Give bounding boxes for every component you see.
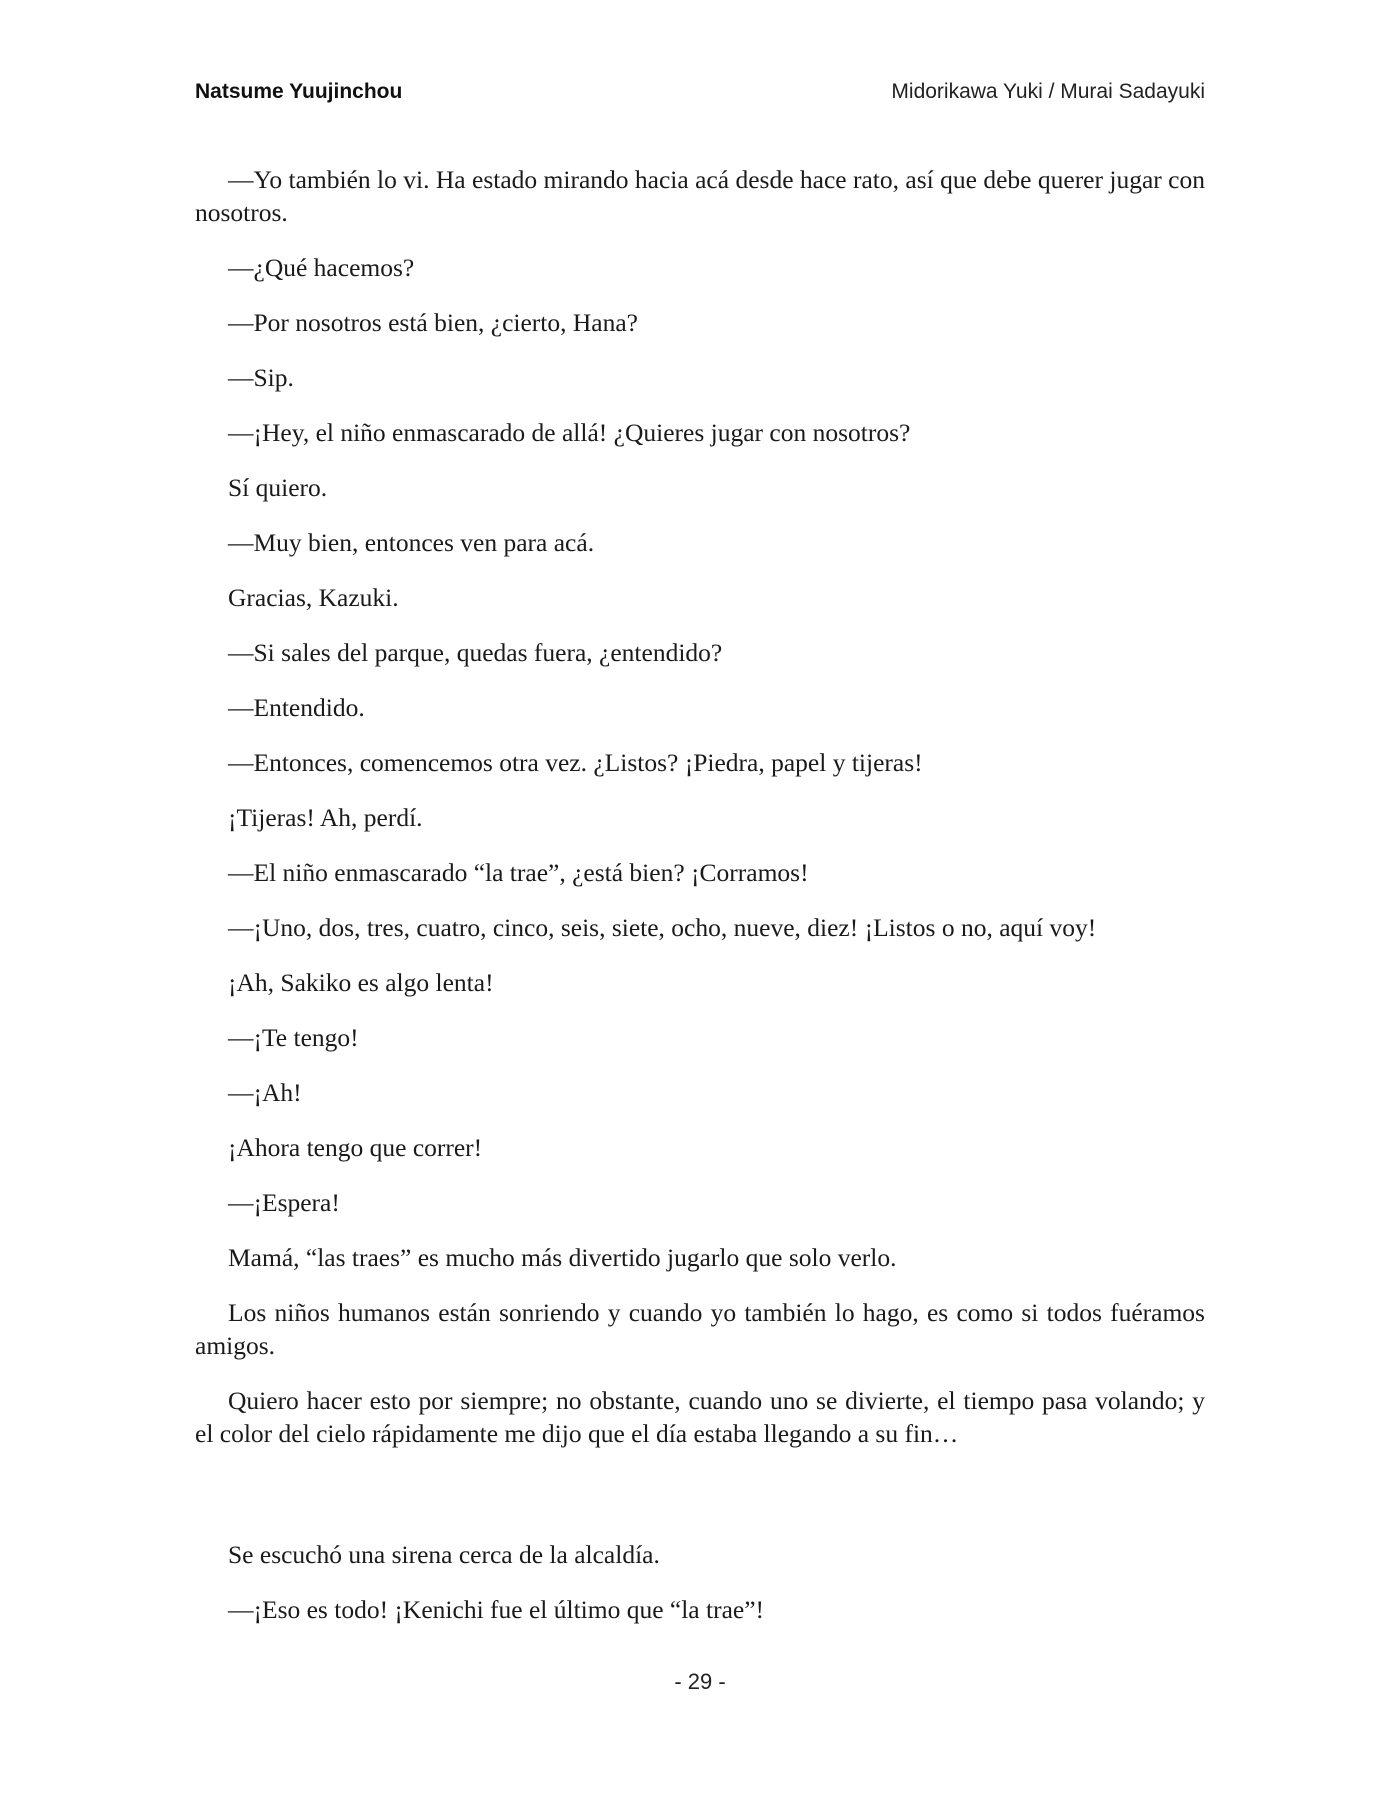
- paragraph: —Muy bien, entonces ven para acá.: [228, 528, 595, 557]
- paragraph: —Si sales del parque, quedas fuera, ¿entendido?: [228, 638, 723, 667]
- paragraph: Mamá, “las traes” es mucho más divertido jugarlo que solo verlo.: [228, 1243, 897, 1272]
- paragraph: Quiero hacer esto por siempre; no obstante, cuando uno se divierte, el tiempo pasa volando; y el color del cielo rápidamente me dijo que el día estaba llegando a su fin…: [195, 1386, 1205, 1448]
- paragraph: Gracias, Kazuki.: [228, 583, 399, 612]
- paragraph: ¡Ahora tengo que correr!: [228, 1133, 483, 1162]
- paragraph: —¡Ah!: [228, 1078, 302, 1107]
- paragraph: —Por nosotros está bien, ¿cierto, Hana?: [228, 308, 639, 337]
- paragraph: —¿Qué hacemos?: [228, 253, 415, 282]
- author-names: Midorikawa Yuki / Murai Sadayuki: [891, 80, 1205, 103]
- paragraph: —¡Eso es todo! ¡Kenichi fue el último que “la trae”!: [228, 1595, 765, 1624]
- paragraph: —Yo también lo vi. Ha estado mirando hacia acá desde hace rato, así que debe querer jugar con nosotros.: [195, 165, 1205, 227]
- paragraph: —Sip.: [228, 363, 294, 392]
- paragraph: —¡Hey, el niño enmascarado de allá! ¿Quieres jugar con nosotros?: [228, 418, 911, 447]
- paragraph: Los niños humanos están sonriendo y cuando yo también lo hago, es como si todos fuéramos amigos.: [195, 1298, 1205, 1360]
- body-text: [195, 163, 1205, 1648]
- paragraph: —El niño enmascarado “la trae”, ¿está bien? ¡Corramos!: [228, 858, 809, 887]
- running-header: [195, 80, 1205, 112]
- book-title: Natsume Yuujinchou: [195, 80, 403, 103]
- paragraph: —¡Uno, dos, tres, cuatro, cinco, seis, siete, ocho, nueve, diez! ¡Listos o no, aquí voy!: [228, 913, 1097, 942]
- paragraph: Se escuchó una sirena cerca de la alcaldía.: [228, 1540, 660, 1569]
- paragraph: ¡Tijeras! Ah, perdí.: [228, 803, 423, 832]
- page-number: - 29 -: [674, 1669, 726, 1694]
- paragraph: Sí quiero.: [228, 473, 328, 502]
- paragraph: ¡Ah, Sakiko es algo lenta!: [228, 968, 494, 997]
- paragraph: —¡Te tengo!: [228, 1023, 359, 1052]
- paragraph: —¡Espera!: [228, 1188, 340, 1217]
- paragraph: —Entonces, comencemos otra vez. ¿Listos? ¡Piedra, papel y tijeras!: [228, 748, 923, 777]
- paragraph: —Entendido.: [228, 693, 365, 722]
